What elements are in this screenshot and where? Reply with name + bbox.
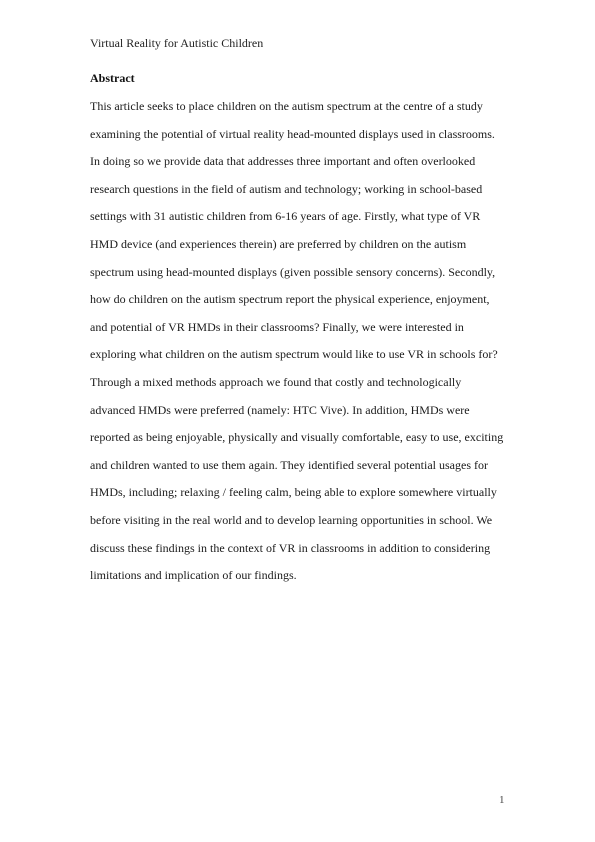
- abstract-line: reported as being enjoyable, physically and visually comfortable, easy to use, exciting: [90, 430, 504, 445]
- abstract-line: HMDs, including; relaxing / feeling calm, being able to explore somewhere virtually: [90, 485, 497, 500]
- abstract-line: examining the potential of virtual reality head-mounted displays used in classrooms.: [90, 126, 495, 141]
- abstract-line: spectrum using head-mounted displays (given possible sensory concerns). Secondly,: [90, 264, 496, 279]
- abstract-line: HMD device (and experiences therein) are preferred by children on the autism: [90, 236, 467, 251]
- abstract-line: research questions in the field of autism and technology; working in school-based: [90, 181, 483, 196]
- abstract-line: In doing so we provide data that addresses three important and often overlooked: [90, 154, 476, 169]
- abstract-line: exploring what children on the autism spectrum would like to use VR in schools for?: [90, 347, 498, 362]
- abstract-line: limitations and implication of our findings.: [90, 568, 297, 583]
- page-number: 1: [499, 794, 505, 806]
- abstract-line: discuss these findings in the context of VR in classrooms in addition to considering: [90, 540, 491, 555]
- abstract-line: Through a mixed methods approach we found that costly and technologically: [90, 374, 462, 389]
- abstract-body: [90, 99, 520, 596]
- abstract-line: how do children on the autism spectrum report the physical experience, enjoyment,: [90, 292, 490, 307]
- abstract-line: advanced HMDs were preferred (namely: HTC Vive). In addition, HMDs were: [90, 402, 470, 417]
- abstract-line: and children wanted to use them again. They identified several potential usages for: [90, 457, 488, 472]
- abstract-heading: Abstract: [90, 71, 135, 85]
- abstract-line: settings with 31 autistic children from 6-16 years of age. Firstly, what type of VR: [90, 209, 481, 224]
- running-head: Virtual Reality for Autistic Children: [90, 36, 264, 50]
- abstract-line: and potential of VR HMDs in their classrooms? Finally, we were interested in: [90, 319, 464, 334]
- abstract-line: before visiting in the real world and to develop learning opportunities in school. We: [90, 512, 493, 527]
- abstract-line: This article seeks to place children on the autism spectrum at the centre of a study: [90, 99, 483, 113]
